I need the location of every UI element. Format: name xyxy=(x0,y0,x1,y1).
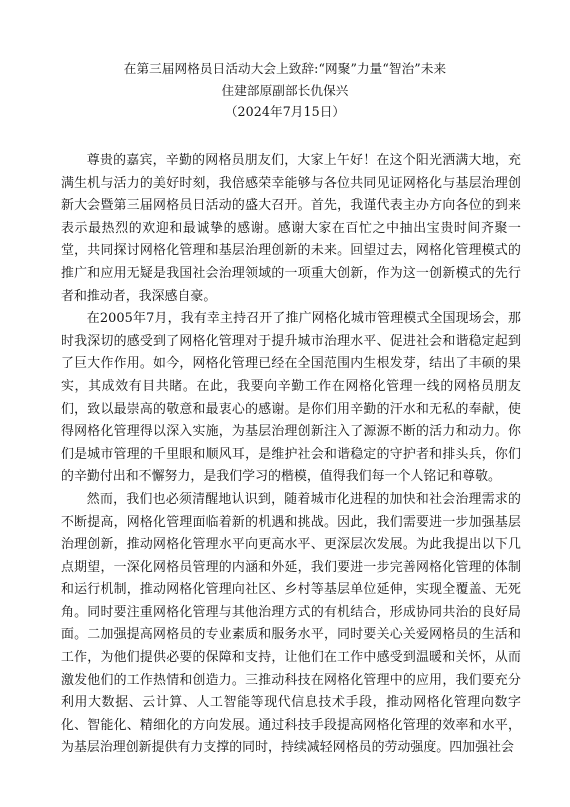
speech-title: 在第三届网格员日活动大会上致辞:“网聚”力量“智治”未来 xyxy=(123,61,447,76)
paragraph-2: 在2005年7月，我有幸主持召开了推广网格化城市管理模式全国现场会，那时我深切的感受到了网格化管理对于提升城市治理水平、促进社会和谐稳定起到了巨大作作用。如今，网格化管理已经在全国范围内生根发芽，结出了丰硕的果实，其成效有目共睹。在此，我要向辛勤工作在网格化管理一线的网格员朋友们，致以最崇高的敬意和最衷心的感谢。是你们用辛勤的汗水和无私的奉献，使得网格化管理得以深入实施，为基层治理创新注入了源源不断的活力和动力。你们是城市管理的千里眼和顺风耳，是维护社会和谐稳定的守护者和排头兵，你们的辛勤付出和不懈努力，是我们学习的楷模，值得我们每一个人铭记和尊敬。 xyxy=(61,311,521,485)
paragraph-1: 尊贵的嘉宾，辛勤的网格员朋友们，大家上午好！在这个阳光洒满大地，充满生机与活力的美好时刻，我倍感荣幸能够与各位共同见证网格化与基层治理创新大会暨第三届网格员日活动的盛大召开。首先，我谨代表主办方向各位的到来表示最热烈的欢迎和最诚挚的感谢。感谢大家在百忙之中抽出宝贵时间齐聚一堂，共同探讨网格化管理和基层治理创新的未来。回望过去，网格化管理模式的推广和应用无疑是我国社会治理领域的一项重大创新，作为这一创新模式的先行者和推动者，我深感自豪。 xyxy=(61,153,521,304)
speech-author: 住建部原副部长仇保兴 xyxy=(221,83,349,98)
speech-body xyxy=(61,150,521,760)
paragraph-3: 然而，我们也必须清醒地认识到，随着城市化进程的加快和社会治理需求的不断提高，网格化管理面临着新的机遇和挑战。因此，我们需要进一步加强基层治理创新，推动网格化管理水平向更高水平、更深层次发展。为此我提出以下几点期望，一深化网格员管理的内涵和外延，我们要进一步完善网格化管理的体制和运行机制，推动网格化管理向社区、乡村等基层单位延伸，实现全覆盖、无死角。同时要注重网格化管理与其他治理方式的有机结合，形成协同共治的良好局面。二加强提高网格员的专业素质和服务水平，同时要关心关爱网格员的生活和工作，为他们提供必要的保障和支持，让他们在工作中感受到温暖和关怀，从而激发他们的工作热情和创造力。三推动科技在网格化管理中的应用，我们要充分利用大数据、云计算、人工智能等现代信息技术手段，推动网格化管理向数字化、智能化、精细化的方向发展。通过科技手段提高网格化管理的效率和水平，为基层治理创新提供有力支撑的同时，持续减轻网格员的劳动强度。四加强社会 xyxy=(61,491,521,756)
speech-date: （2024年7月15日） xyxy=(224,104,346,119)
